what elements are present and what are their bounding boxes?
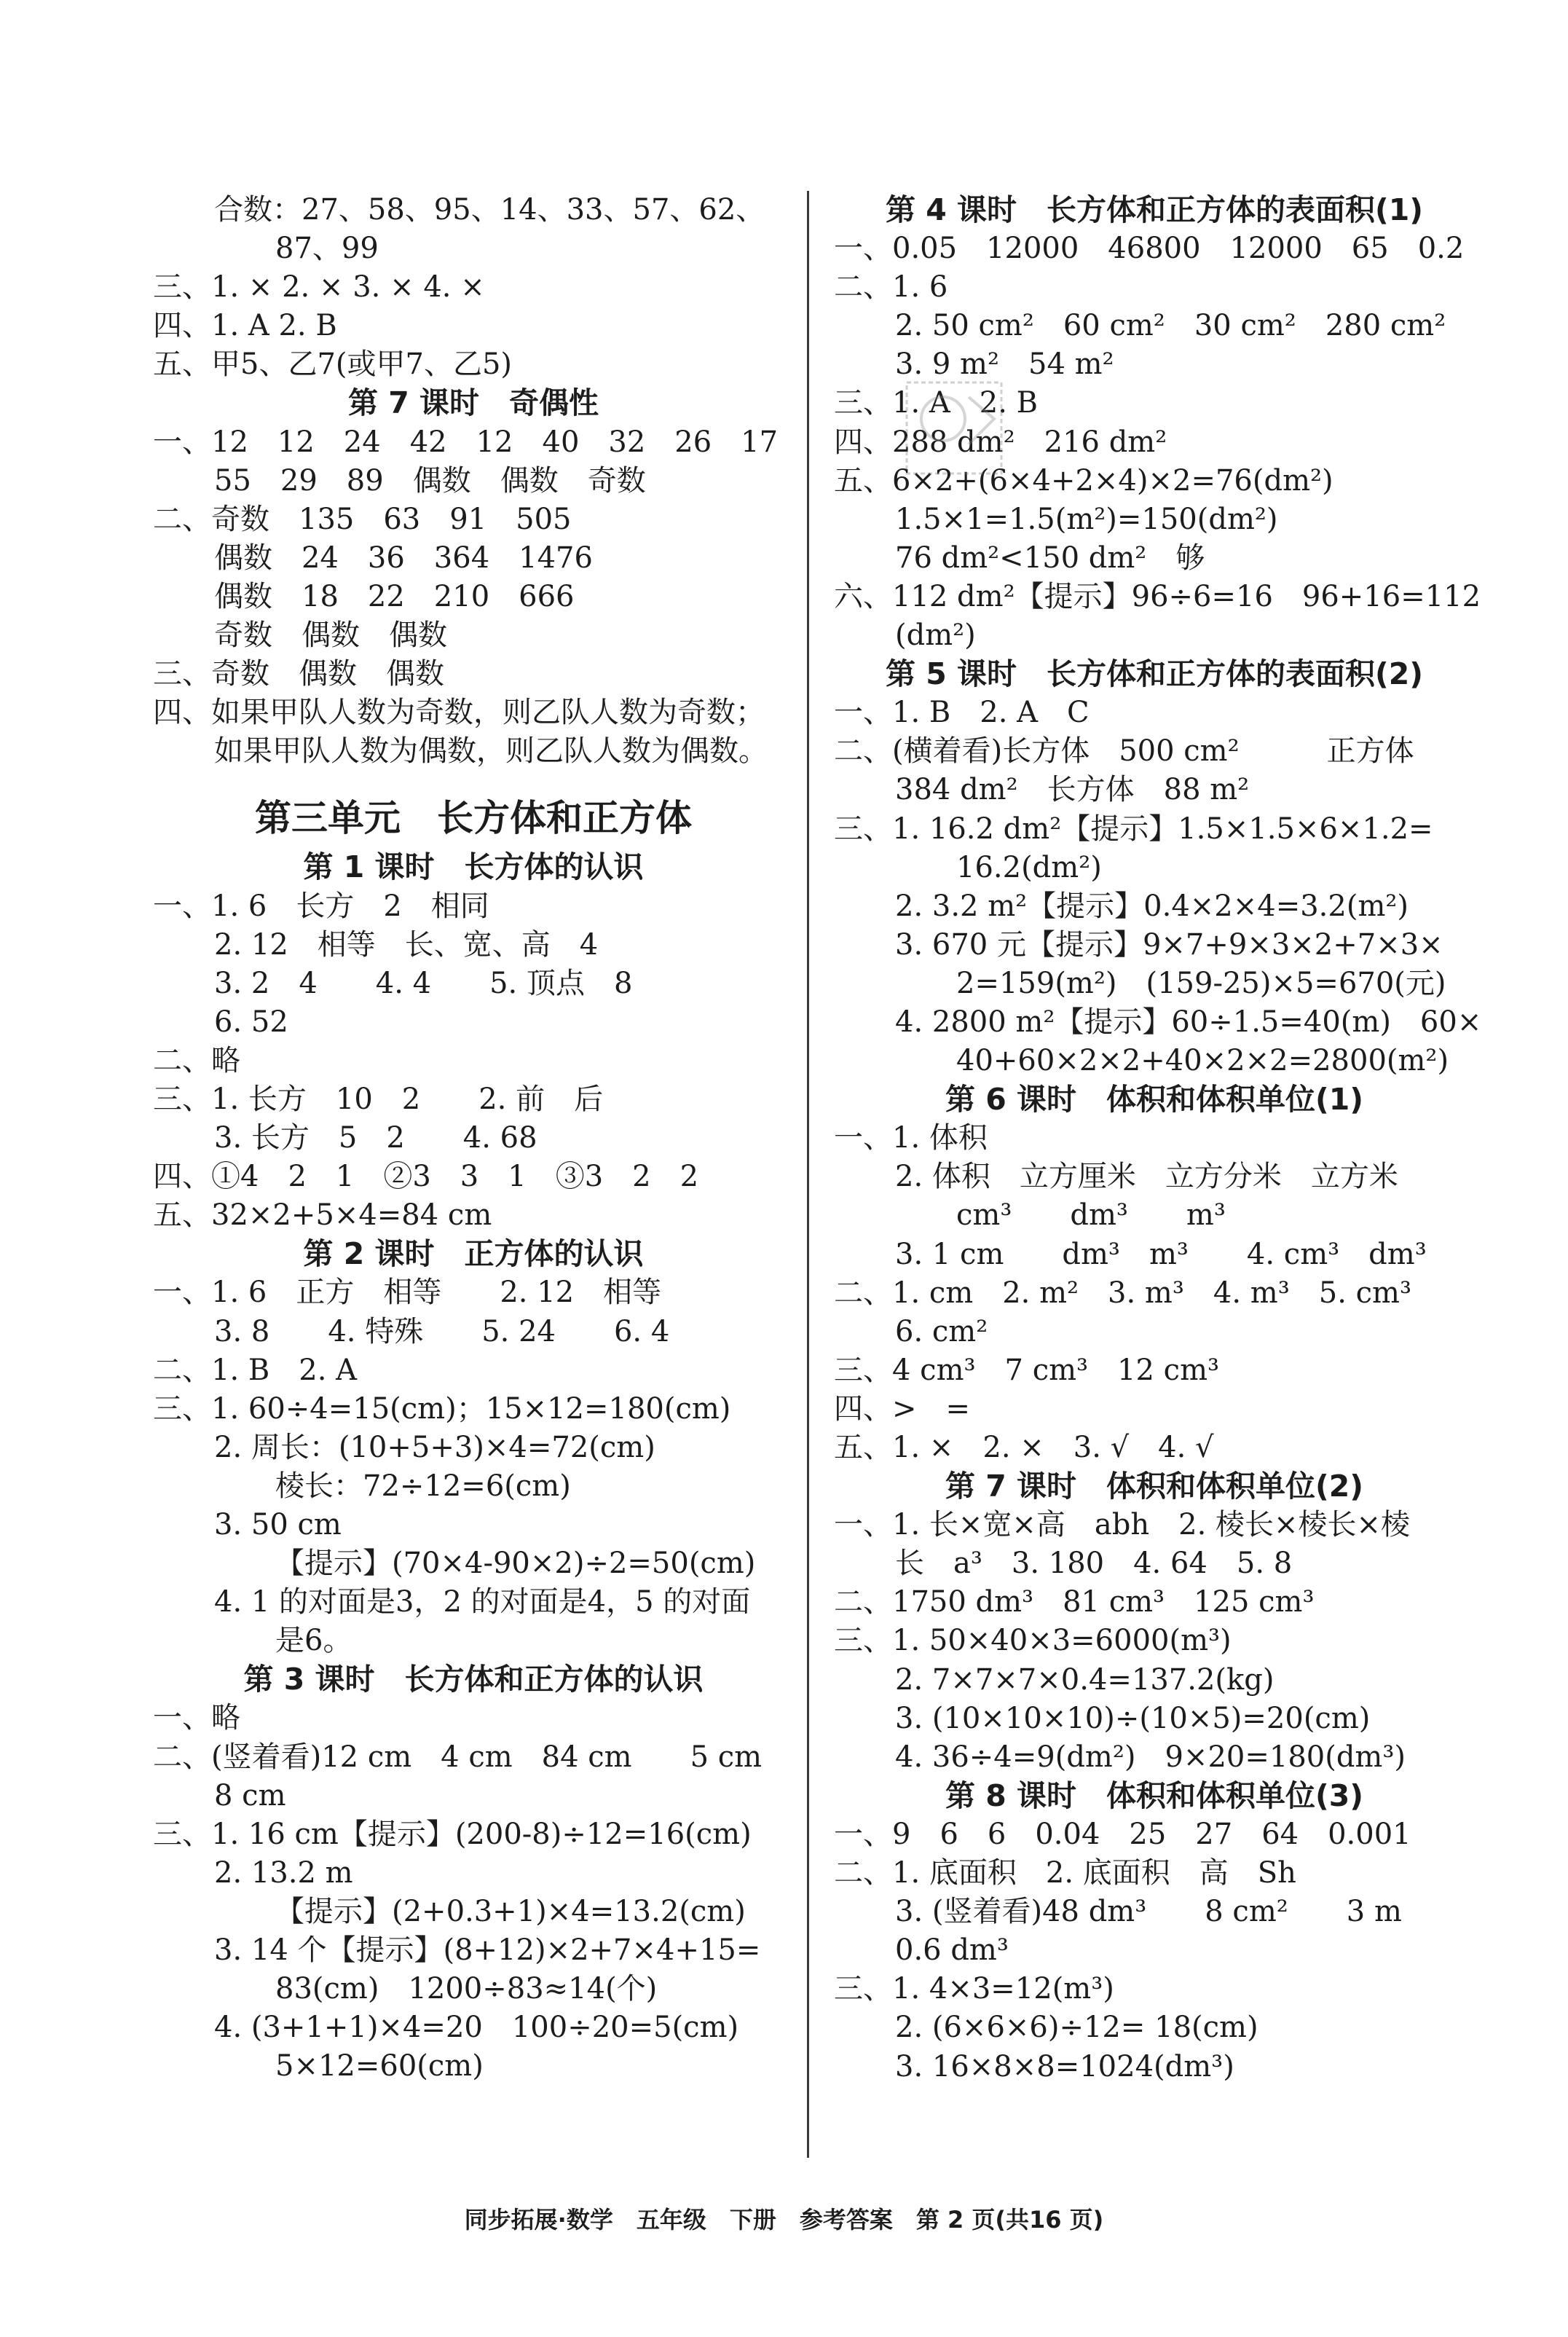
right-line: 3. 9 m² 54 m² [895, 347, 1114, 382]
right-line: 4. 2800 m²【提示】60÷1.5=40(m) 60× [895, 1005, 1482, 1039]
left-line: 4. 1 的对面是3，2 的对面是4，5 的对面 [214, 1585, 751, 1619]
watermark-logo-icon [899, 375, 1009, 481]
left-line: 二、1. B 2. A [153, 1353, 358, 1387]
right-line: 五、1. × 2. × 3. √ 4. √ [834, 1431, 1214, 1464]
left-line: 4. (3+1+1)×4=20 100÷20=5(cm) [214, 2011, 739, 2045]
right-line: 二、1. cm 2. m² 3. m³ 4. m³ 5. cm³ [834, 1276, 1411, 1310]
left-line: 五、32×2+5×4=84 cm [153, 1198, 492, 1233]
right-line: 6. cm² [895, 1314, 988, 1348]
right-line: cm³ dm³ m³ [956, 1198, 1226, 1233]
right-line: 第 8 课时 体积和体积单位(3) [945, 1778, 1364, 1813]
right-line: 第 5 课时 长方体和正方体的表面积(2) [885, 656, 1424, 692]
column-divider [807, 191, 809, 2158]
right-line: 三、1. 16.2 dm²【提示】1.5×1.5×6×1.2= [834, 812, 1433, 846]
left-line: 第三单元 长方体和正方体 [255, 797, 692, 840]
right-line: 三、1. 50×40×3=6000(m³) [834, 1624, 1232, 1658]
right-line: 三、4 cm³ 7 cm³ 12 cm³ [834, 1353, 1220, 1387]
left-line: 三、奇数 偶数 偶数 [153, 657, 444, 691]
left-line: 2. 13.2 m [214, 1855, 353, 1890]
right-line: 384 dm² 长方体 88 m² [895, 773, 1250, 807]
left-line: 二、(竖着看)12 cm 4 cm 84 cm 5 cm [153, 1740, 763, 1774]
left-line: 第 3 课时 长方体和正方体的认识 [243, 1662, 704, 1697]
right-line: 二、(横着看)长方体 500 cm² 正方体 [834, 734, 1414, 769]
page-footer: 同步拓展·数学 五年级 下册 参考答案 第 2 页(共16 页) [464, 2206, 1104, 2234]
right-line: 2. (6×6×6)÷12= 18(cm) [895, 2011, 1258, 2045]
left-line: 一、1. 6 正方 相等 2. 12 相等 [153, 1276, 662, 1310]
left-line: 一、12 12 24 42 12 40 32 26 17 [153, 425, 779, 459]
left-line: 二、略 [153, 1043, 240, 1077]
left-line: 【提示】(2+0.3+1)×4=13.2(cm) [275, 1894, 746, 1928]
right-line: 16.2(dm²) [956, 850, 1102, 884]
right-line: 长 a³ 3. 180 4. 64 5. 8 [895, 1547, 1293, 1581]
left-line: 6. 52 [214, 1005, 288, 1039]
right-line: 3. 1 cm dm³ m³ 4. cm³ dm³ [895, 1237, 1427, 1271]
left-line: 【提示】(70×4-90×2)÷2=50(cm) [275, 1547, 756, 1581]
right-line: 0.6 dm³ [895, 1933, 1009, 1968]
right-line: 3. 670 元【提示】9×7+9×3×2+7×3× [895, 927, 1443, 962]
left-line: 棱长：72÷12=6(cm) [275, 1469, 571, 1503]
right-line: 3. 16×8×8=1024(dm³) [895, 2049, 1234, 2083]
right-line: 二、1750 dm³ 81 cm³ 125 cm³ [834, 1585, 1315, 1619]
left-line: 三、1. 16 cm【提示】(200-8)÷12=16(cm) [153, 1817, 752, 1851]
right-line: 2. 7×7×7×0.4=137.2(kg) [895, 1662, 1275, 1697]
left-line: 3. 50 cm [214, 1508, 342, 1541]
left-line: 第 1 课时 长方体的认识 [303, 849, 644, 885]
right-line: 第 6 课时 体积和体积单位(1) [945, 1082, 1364, 1118]
left-line: 3. 长方 5 2 4. 68 [214, 1121, 537, 1155]
left-line: 87、99 [275, 232, 379, 266]
right-line: 2. 体积 立方厘米 立方分米 立方米 [895, 1160, 1398, 1194]
left-line: 四、①4 2 1 ②3 3 1 ③3 2 2 [153, 1160, 699, 1194]
left-line: 第 7 课时 奇偶性 [347, 385, 599, 421]
left-line: 是6。 [275, 1624, 352, 1658]
left-line: 2. 周长：(10+5+3)×4=72(cm) [214, 1430, 655, 1464]
right-line: 一、1. B 2. A C [834, 696, 1090, 730]
left-line: 三、1. 60÷4=15(cm)；15×12=180(cm) [153, 1391, 731, 1426]
right-line: 四、288 dm² 216 dm² [834, 425, 1167, 459]
left-line: 83(cm) 1200÷83≈14(个) [275, 1972, 658, 2006]
right-line: 六、112 dm²【提示】96÷6=16 96+16=112 [834, 579, 1481, 613]
right-line: 一、9 6 6 0.04 25 27 64 0.001 [834, 1817, 1411, 1851]
right-line: 1.5×1=1.5(m²)=150(dm²) [895, 502, 1278, 536]
right-line: 二、1. 底面积 2. 底面积 高 Sh [834, 1856, 1296, 1890]
right-line: 一、1. 长×宽×高 abh 2. 棱长×棱长×棱 [834, 1508, 1411, 1542]
left-line: 2. 12 相等 长、宽、高 4 [214, 927, 599, 962]
left-line: 二、奇数 135 63 91 505 [153, 502, 572, 536]
left-line: 3. 8 4. 特殊 5. 24 6. 4 [214, 1314, 670, 1348]
left-line: 三、1. 长方 10 2 2. 前 后 [153, 1082, 604, 1116]
left-line: 偶数 24 36 364 1476 [214, 541, 593, 575]
right-line: 2. 50 cm² 60 cm² 30 cm² 280 cm² [895, 309, 1446, 343]
right-line: 2. 3.2 m²【提示】0.4×2×4=3.2(m²) [895, 889, 1409, 923]
left-line: 3. 14 个【提示】(8+12)×2+7×4+15= [214, 1933, 761, 1968]
right-line: 三、1. 4×3=12(m³) [834, 1972, 1114, 2006]
left-line: 55 29 89 偶数 偶数 奇数 [214, 463, 646, 498]
left-column [153, 191, 794, 2086]
right-line: 四、> = [834, 1391, 971, 1426]
right-line: 40+60×2×2+40×2×2=2800(m²) [956, 1044, 1449, 1078]
left-line: 8 cm [214, 1778, 286, 1812]
left-line: 一、略 [153, 1701, 240, 1735]
left-line: 三、1. × 2. × 3. × 4. × [153, 270, 485, 305]
left-line: 奇数 偶数 偶数 [214, 618, 447, 653]
left-line: 四、如果甲队人数为奇数，则乙队人数为奇数； [153, 696, 765, 730]
right-line: 三、1. A 2. B [834, 386, 1039, 420]
right-line: 2=159(m²) (159-25)×5=670(元) [956, 966, 1446, 1000]
right-line: 二、1. 6 [834, 270, 948, 305]
left-line: 5×12=60(cm) [275, 2049, 484, 2083]
right-line: (dm²) [895, 618, 976, 653]
left-line: 3. 2 4 4. 4 5. 顶点 8 [214, 966, 633, 1000]
right-line: 3. (竖着看)48 dm³ 8 cm² 3 m [895, 1895, 1402, 1929]
left-line: 如果甲队人数为偶数，则乙队人数为偶数。 [214, 734, 768, 769]
right-line: 4. 36÷4=9(dm²) 9×20=180(dm³) [895, 1740, 1406, 1774]
left-line: 偶数 18 22 210 666 [214, 579, 575, 613]
left-line: 四、1. A 2. B [153, 309, 337, 343]
right-line: 一、0.05 12000 46800 12000 65 0.2 [834, 232, 1465, 266]
right-line: 3. (10×10×10)÷(10×5)=20(cm) [895, 1701, 1371, 1735]
right-line: 一、1. 体积 [834, 1121, 988, 1155]
left-line: 五、甲5、乙7(或甲7、乙5) [153, 347, 513, 382]
left-line: 合数：27、58、95、14、33、57、62、 [214, 193, 765, 227]
left-line: 第 2 课时 正方体的认识 [303, 1236, 644, 1272]
right-line: 第 4 课时 长方体和正方体的表面积(1) [885, 192, 1424, 227]
right-line: 五、6×2+(6×4+2×4)×2=76(dm²) [834, 463, 1333, 498]
right-line: 第 7 课时 体积和体积单位(2) [945, 1469, 1364, 1504]
left-line: 一、1. 6 长方 2 相同 [153, 889, 489, 923]
right-line: 76 dm²<150 dm² 够 [895, 541, 1205, 575]
